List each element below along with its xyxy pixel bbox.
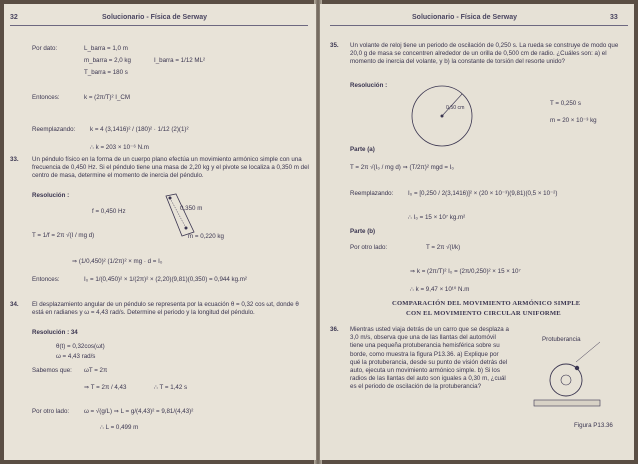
data-line: L_barra = 1,0 m (84, 45, 128, 52)
balance-wheel-figure (408, 82, 476, 150)
problem-34-text: El desplazamiento angular de un péndulo se representa por la ecuación θ = 0,32 cos ωt, donde θ está en radianes y ω = 4,43 rad/s. Determine el periodo y la longitud del péndulo. (32, 301, 299, 317)
problem-34-number: 34. (10, 301, 19, 308)
data-line: m_barra = 2,0 kg (84, 57, 131, 64)
section-title: COMPARACIÓN DEL MOVIMIENTO ARMÓNICO SIMPLE (392, 300, 581, 307)
length-formula: ω = √(g/L) ⇒ L = g/(4,43)² = 9,81/(4,43)² (84, 408, 194, 415)
period-formula: T = 1/f = 2π √(I / mg d) (32, 232, 95, 239)
pendulum-body (166, 194, 194, 236)
data-label: Por dato: (32, 45, 58, 52)
problem-36-number: 36. (330, 326, 339, 333)
then-label: Entonces: (32, 276, 60, 283)
part-a-heading: Parte (a) (350, 146, 375, 153)
moment-formula: I₀ = 1/(0,450)² × 1/(2π)² × (2,20)(9,81)(0,350) = 0,944 kg.m² (84, 276, 247, 283)
page-header: Solucionario - Física de Serway (412, 14, 518, 21)
tire-hub (561, 375, 571, 385)
equation: θ(t) = 0,32cos(ωt) (56, 343, 105, 350)
header-rule (10, 25, 308, 26)
result-b: ∴ k = 9,47 × 10¹⁰ N.m (410, 286, 470, 293)
right-page (320, 4, 634, 460)
period-result: ∴ T = 1,42 s (154, 384, 188, 391)
problem-36-text: Mientras usted viaja detrás de un carro que se desplaza a 3,0 m/s, observa que una de las llantas del automóvil tiene una pequeña protuberancia hemisférica sobre su borde, como muestra la figura P13.36. a) Explique por qué la protuberancia, desde su punto de visión detrás del auto, ejecuta un movimiento armónico simple. b) Si los radios de las llantas del auto son iguales a 0,30 m, ¿cuál es el periodo de oscilación de la protuberancia? (350, 326, 509, 391)
period-value: T = 0,250 s (550, 100, 582, 107)
page-header: Solucionario - Física de Serway (102, 14, 208, 21)
radius-label: 0,50 cm (446, 105, 465, 111)
problem-35-number: 35. (330, 42, 339, 49)
know-label: Sabemos que: (32, 367, 72, 374)
problem-33-number: 33. (10, 156, 19, 163)
then-formula: k = (2π/T)² I_CM (84, 94, 131, 101)
data-line: T_barra = 180 s (84, 69, 128, 76)
frequency-value: f = 0,450 Hz (92, 208, 126, 215)
header-rule (330, 25, 628, 26)
equation: ω = 4,43 rad/s (56, 353, 96, 360)
resolution-heading: Resolución : (32, 192, 70, 199)
distance-label: 0,350 m (180, 205, 203, 212)
formula-b: T = 2π √(I/k) (426, 244, 461, 251)
figure-caption: Figura P13.36 (574, 422, 613, 429)
know-formula: ωT = 2π (84, 367, 108, 374)
section-title: CON EL MOVIMIENTO CIRCULAR UNIFORME (406, 310, 561, 317)
resolution-heading: Resolución : (350, 82, 388, 89)
page-number: 32 (10, 14, 18, 21)
ground (534, 400, 600, 406)
part-b-heading: Parte (b) (350, 228, 376, 235)
formula-a: T = 2π √(I₀ / mg d) ⇒ (T/2π)² mgd = I₀ (350, 164, 454, 171)
other-label: Por otro lado: (32, 408, 70, 415)
replace-formula: k = 4 (3,1416)² / (180)² · 1/12 (2)(1)² (90, 126, 189, 133)
replace-formula: I₀ = [0,250 / 2(3,1416)]² × (20 × 10⁻³)(9,81)(0,5 × 10⁻²) (408, 190, 558, 197)
step-formula: ⇒ (1/0,450)² (1/2π)² × mg · d = I₀ (72, 258, 163, 265)
bump (575, 366, 579, 370)
problem-33-text: Un péndulo físico en la forma de un cuerpo plano efectúa un movimiento armónico simple con una frecuencia de 0,450 Hz. Si el péndulo tiene una masa de 2,20 kg y el pivote se localiza a 0,350 m del centro de masa, determine el momento de inercia del péndulo. (32, 156, 309, 180)
then-label: Entonces: (32, 94, 60, 101)
mass-label: m = 0,220 kg (188, 233, 224, 240)
replace-label: Reemplazando: (32, 126, 76, 133)
period-formula: ⇒ T = 2π / 4,43 (84, 384, 127, 391)
problem-35-text: Un volante de reloj tiene un periodo de oscilación de 0,250 s. La rueda se construye de modo que 20,0 g de masa se concentren alrededor de un orilla de 0,500 cm de radio. ¿Cuáles son: a) el momento de inercia del volante, y b) la constante de torsión del resorte unido? (350, 42, 619, 66)
data-line: I_barra = 1/12 ML² (154, 57, 206, 64)
step-b: ⇒ k = (2π/T)² I₀ = (2π/0,250)² × 15 × 10⁷ (410, 268, 521, 275)
resolution-heading: Resolución : 34 (32, 329, 78, 336)
result: ∴ k = 203 × 10⁻⁶ N.m (90, 144, 149, 151)
mass-value: m = 20 × 10⁻³ kg (550, 117, 597, 124)
replace-label: Reemplazando: (350, 190, 394, 197)
tire-figure (514, 340, 626, 420)
bump-pointer (576, 342, 600, 362)
page-number: 33 (610, 14, 618, 21)
other-label: Por otro lado: (350, 244, 388, 251)
bump-label: Protuberancia (542, 336, 581, 343)
result-a: ∴ I₀ = 15 × 10⁷ kg.m² (408, 214, 466, 221)
left-page (4, 4, 316, 460)
length-result: ∴ L = 0,499 m (100, 424, 139, 431)
